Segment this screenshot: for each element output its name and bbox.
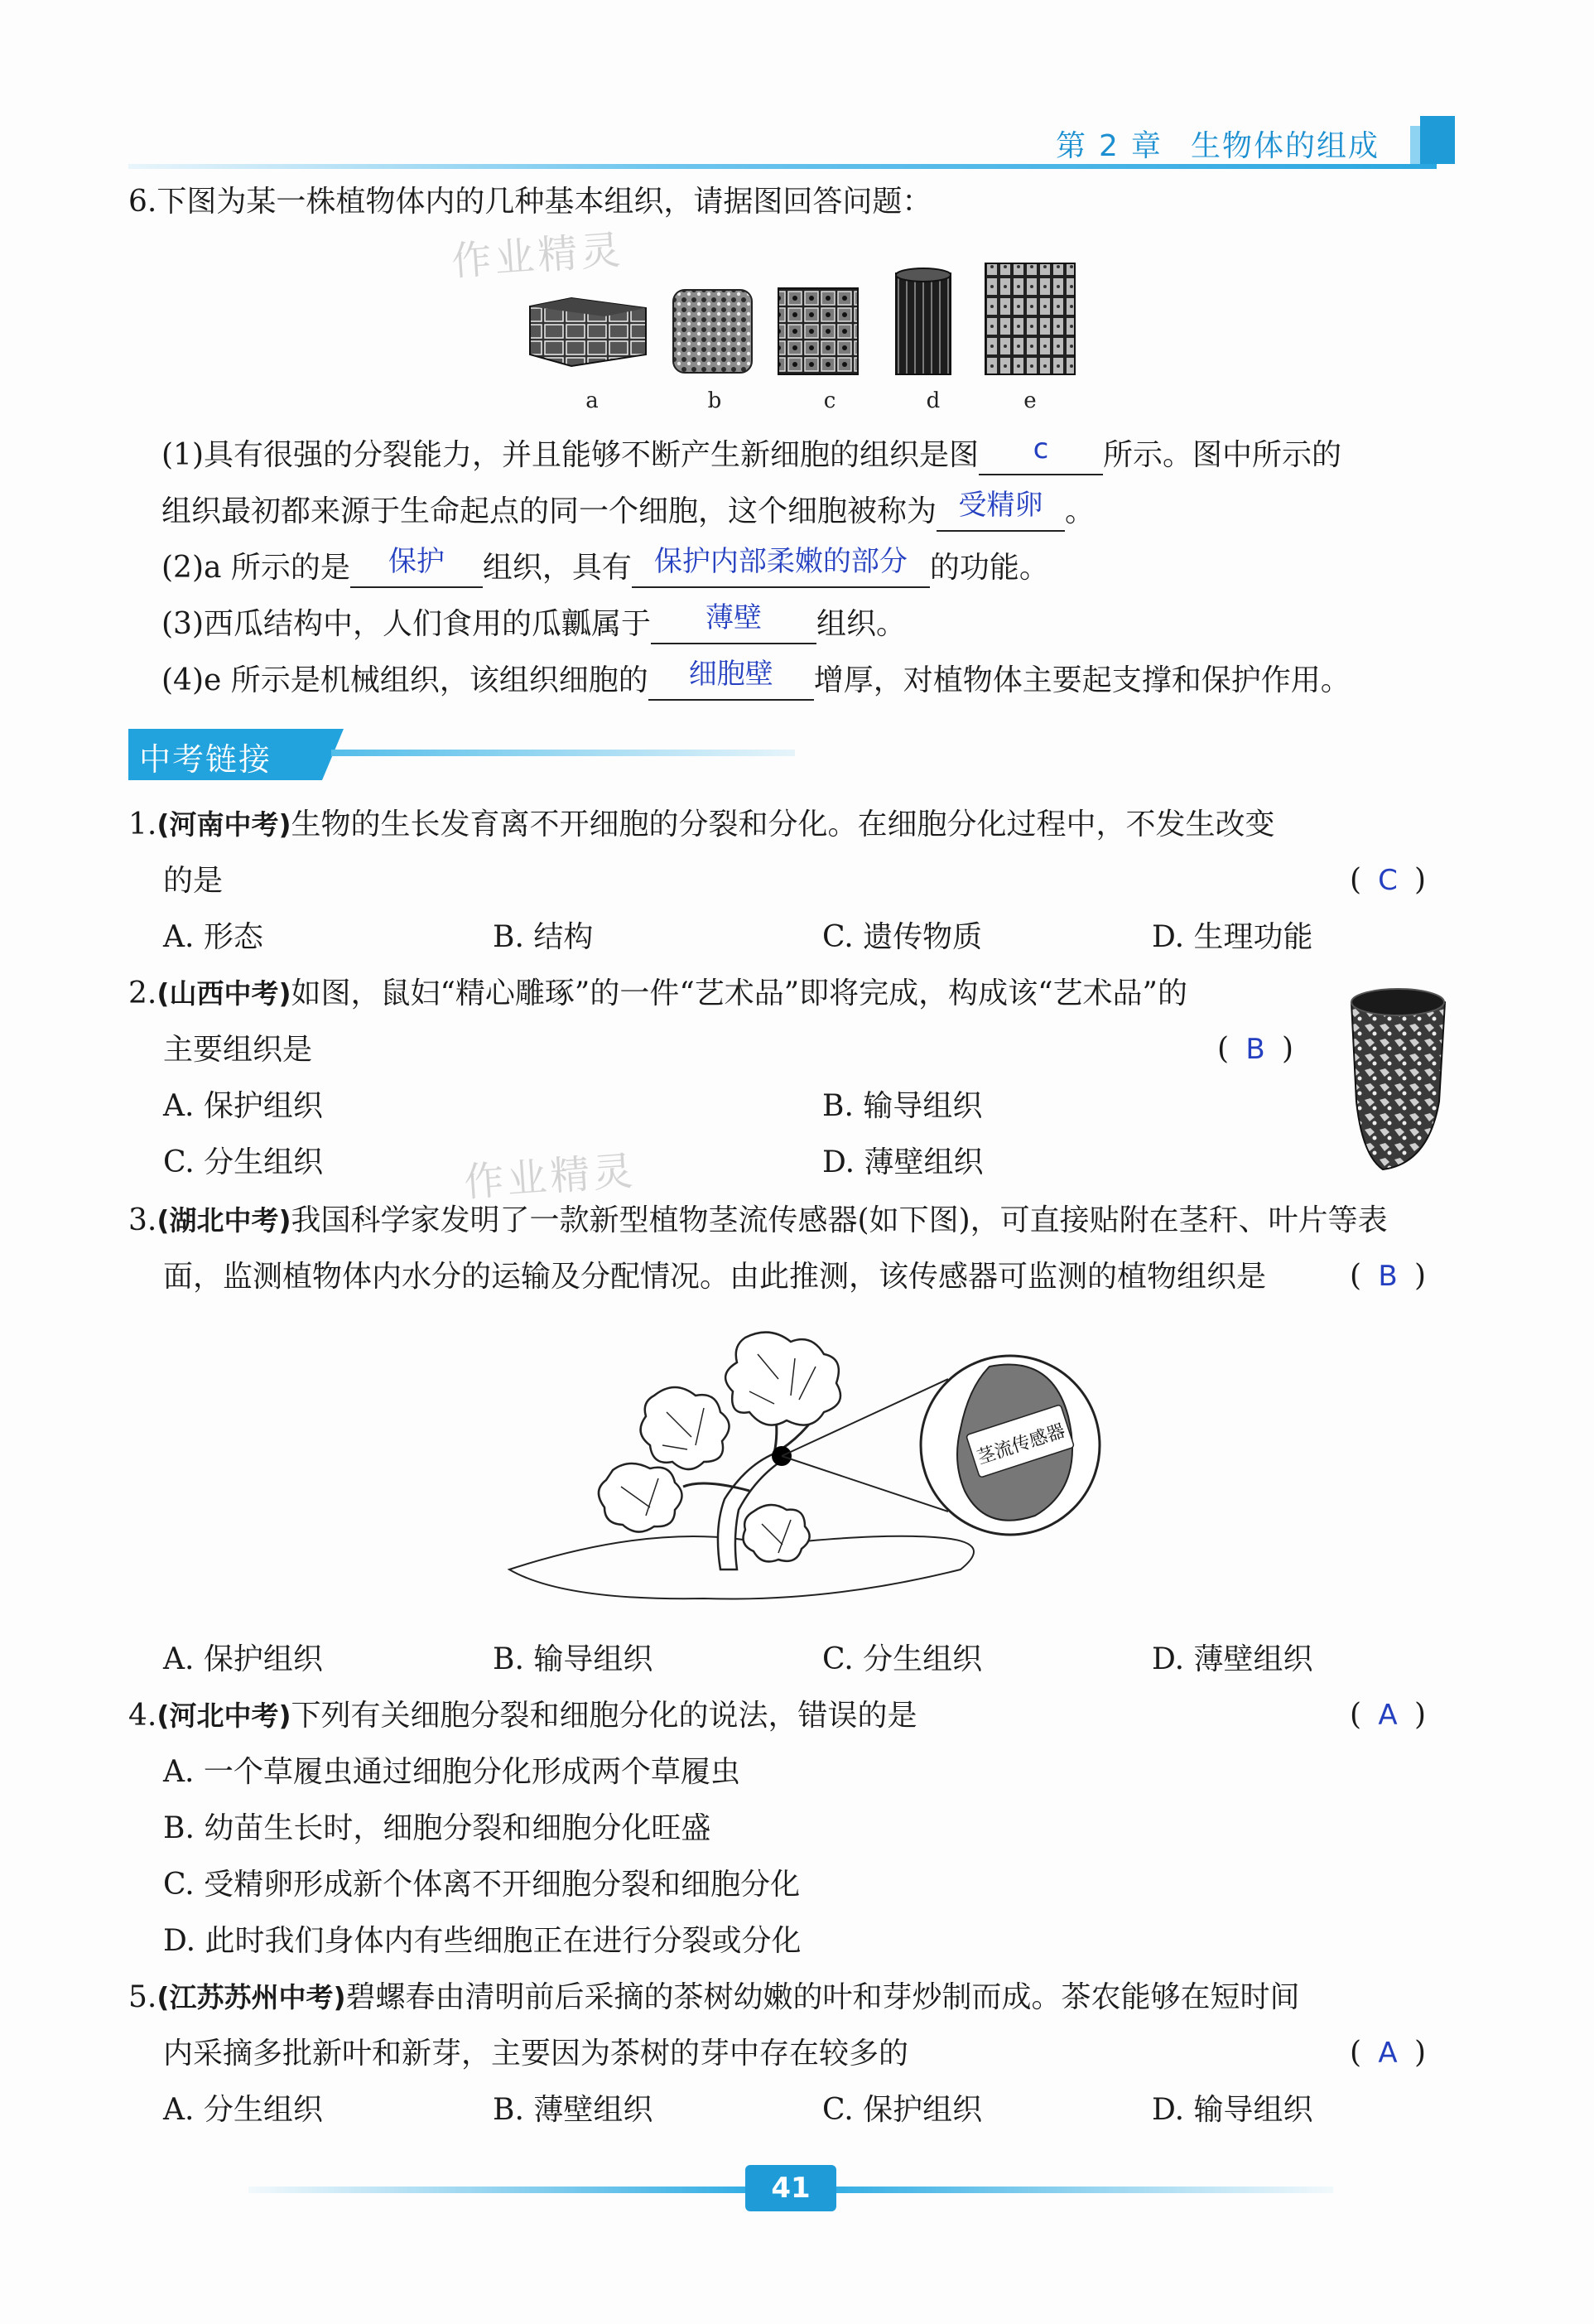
chapter-header [1056, 123, 1380, 165]
plant-sensor-figure [497, 1321, 1110, 1611]
question-number: 4. [128, 1699, 157, 1733]
q5-option-b: B. 薄壁组织 [493, 2093, 653, 2127]
tissue-e-image [985, 263, 1075, 374]
q4-option-c: C. 受精卵形成新个体离不开细胞分裂和细胞分化 [163, 1868, 801, 1902]
question-source: (河北中考) [157, 1700, 291, 1732]
q6-part1-line1 [161, 432, 1342, 475]
q5-option-c: C. 保护组织 [822, 2093, 983, 2127]
handwritten-answer: 细胞壁 [688, 658, 773, 691]
handwritten-answer: C [1378, 864, 1398, 897]
q2-stem-line1 [128, 976, 1187, 1012]
q6-part2-text: 组织，具有 [482, 551, 632, 585]
q5-option-d: D. 输导组织 [1152, 2093, 1313, 2127]
section-rule [331, 750, 795, 756]
chapter-number: 2 [1099, 129, 1120, 163]
handwritten-answer: A [1378, 2037, 1398, 2070]
question-source: (湖北中考) [157, 1204, 291, 1237]
q4-option-b: B. 幼苗生长时，细胞分裂和细胞分化旺盛 [163, 1811, 711, 1845]
question-source: (河南中考) [157, 808, 291, 841]
q6-part1-line2 [161, 489, 1096, 532]
handwritten-answer: 受精卵 [958, 489, 1043, 522]
q1-answer-paren: ( C ) [1350, 863, 1427, 897]
q6-stem: 6.下图为某一株植物体内的几种基本组织，请据图回答问题： [128, 185, 932, 219]
q6-part3-text: (3)西瓜结构中，人们食用的瓜瓤属于 [161, 607, 651, 641]
tissue-b-image [673, 290, 752, 373]
question-number: 1. [128, 808, 157, 841]
handwritten-answer: 薄壁 [706, 601, 762, 634]
woodlouse-artwork-figure [1333, 977, 1457, 1176]
q1-option-a: A. 形态 [163, 920, 263, 954]
q1-stem-line2: 的是 [163, 864, 224, 898]
tissue-figure [522, 257, 1093, 414]
q6-part4-text: (4)e 所示是机械组织，该组织细胞的 [161, 663, 648, 697]
tissue-label: b [707, 388, 722, 413]
q6-part1-text: 所示。图中所示的 [1103, 438, 1342, 472]
question-source: (山西中考) [157, 977, 291, 1010]
q5-option-a: A. 分生组织 [163, 2093, 323, 2127]
footer-rule-right [836, 2187, 1333, 2193]
q3-option-b: B. 输导组织 [493, 1642, 653, 1676]
q2-option-b: B. 输导组织 [822, 1089, 983, 1123]
tissue-d-image [896, 273, 951, 374]
q4-stem [128, 1698, 917, 1734]
section-title: 中考链接 [139, 741, 272, 778]
sensor-label: 茎流传感器 [975, 1420, 1068, 1469]
q3-option-d: D. 薄壁组织 [1152, 1642, 1313, 1676]
q1-option-c: C. 遗传物质 [822, 920, 983, 954]
question-text: 生物的生长发育离不开细胞的分裂和分化。在细胞分化过程中，不发生改变 [291, 808, 1275, 841]
question-text: 碧螺春由清明前后采摘的茶树幼嫩的叶和芽炒制而成。茶农能够在短时间 [345, 1980, 1300, 2014]
answer-blank [350, 545, 483, 588]
tissue-label: c [823, 388, 836, 413]
question-number: 3. [128, 1203, 157, 1237]
answer-blank [979, 432, 1103, 475]
tissue-label: e [1023, 388, 1037, 413]
q4-option-a: A. 一个草履虫通过细胞分化形成两个草履虫 [163, 1755, 740, 1789]
question-text: 下列有关细胞分裂和细胞分化的说法，错误的是 [291, 1699, 917, 1733]
q6-part1-text: 。 [1065, 494, 1096, 528]
answer-blank [648, 658, 814, 701]
q6-part4 [161, 658, 1351, 701]
q3-stem-line1 [128, 1203, 1388, 1239]
q2-answer-paren: ( B ) [1217, 1032, 1294, 1066]
q5-stem-line2: 内采摘多批新叶和新芽，主要因为茶树的芽中存在较多的 [163, 2037, 909, 2071]
question-text: 我国科学家发明了一款新型植物茎流传感器(如下图)，可直接贴附在茎秆、叶片等表 [291, 1203, 1388, 1237]
q2-option-c: C. 分生组织 [163, 1145, 324, 1179]
handwritten-answer: A [1378, 1699, 1398, 1732]
q6-part1-text: (1)具有很强的分裂能力，并且能够不断产生新细胞的组织是图 [161, 438, 979, 472]
q1-option-b: B. 结构 [493, 920, 594, 954]
handwritten-answer: B [1378, 1260, 1398, 1293]
handwritten-answer: c [1033, 432, 1049, 465]
handwritten-answer: B [1245, 1033, 1265, 1066]
answer-blank [632, 545, 930, 588]
q4-option-d: D. 此时我们身体内有些细胞正在进行分裂或分化 [163, 1924, 802, 1958]
q6-part4-text: 增厚，对植物体主要起支撑和保护作用。 [813, 663, 1351, 697]
q6-part3-text: 组织。 [816, 607, 907, 641]
q6-part1-text: 组织最初都来源于生命起点的同一个细胞，这个细胞被称为 [161, 494, 937, 528]
chapter-title: 生物体的组成 [1190, 129, 1380, 163]
q1-stem-line1 [128, 807, 1275, 843]
q3-stem-line2: 面，监测植物体内水分的运输及分配情况。由此推测，该传感器可监测的植物组织是 [163, 1260, 1267, 1294]
handwritten-answer: 保护 [388, 545, 445, 578]
q6-part3 [161, 601, 907, 644]
answer-blank [937, 489, 1065, 532]
tissue-label: d [926, 388, 941, 413]
q6-part2-text: (2)a 所示的是 [161, 551, 350, 585]
q3-answer-paren: ( B ) [1350, 1259, 1427, 1293]
q3-option-c: C. 分生组织 [822, 1642, 983, 1676]
header-accent-block [1420, 116, 1455, 164]
q2-option-a: A. 保护组织 [163, 1089, 323, 1123]
question-text: 如图，鼠妇“精心雕琢”的一件“艺术品”即将完成，构成该“艺术品”的 [291, 976, 1187, 1010]
chapter-suffix: 章 [1130, 129, 1163, 163]
watermark: 作业精灵 [462, 1147, 638, 1207]
q6-part2 [161, 545, 1049, 588]
q5-answer-paren: ( A ) [1350, 2036, 1427, 2070]
tissue-c-image [778, 288, 858, 374]
tissue-label: a [585, 388, 599, 413]
page-number: 41 [745, 2165, 836, 2211]
handwritten-answer: 保护内部柔嫩的部分 [653, 545, 908, 578]
q1-option-d: D. 生理功能 [1152, 920, 1313, 954]
answer-blank [651, 601, 816, 644]
question-source: (江苏苏州中考) [157, 1981, 346, 2013]
watermark: 作业精灵 [450, 226, 626, 286]
q4-answer-paren: ( A ) [1350, 1698, 1427, 1732]
q5-stem-line1 [128, 1979, 1300, 2016]
chapter-prefix: 第 [1056, 129, 1088, 163]
q6-part2-text: 的功能。 [929, 551, 1049, 585]
question-number: 2. [128, 976, 157, 1010]
q2-stem-line2: 主要组织是 [163, 1033, 313, 1067]
q2-option-d: D. 薄壁组织 [822, 1145, 984, 1179]
question-number: 5. [128, 1980, 157, 2014]
footer-rule-left [248, 2187, 745, 2193]
q3-option-a: A. 保护组织 [163, 1642, 323, 1676]
